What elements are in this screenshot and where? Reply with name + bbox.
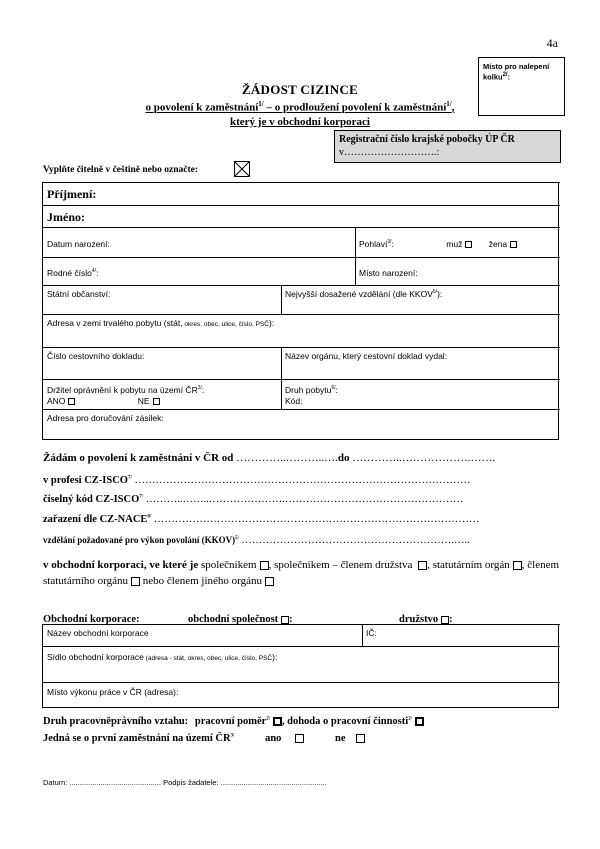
first-job-no-checkbox[interactable] [356,734,365,743]
ico-field[interactable]: IČ: [366,628,377,638]
coop-option: družstvo : [399,614,453,625]
permit-yes-checkbox[interactable] [68,398,75,405]
required-education-input[interactable]: …………………………………………………….….. [241,535,470,546]
applicant-form [42,182,559,440]
surname-row [43,182,560,205]
first-job-line: Jedná se o první zaměstnání na území $ČR^{3/}$ ano ne [43,733,365,744]
birth-row [43,227,560,257]
registration-value: v……………………….: [339,147,440,158]
birth-place-field[interactable]: Místo narození: [359,268,418,278]
profession-line: v profesi $CZ-ISCO^{7/}$ …………………………………………………………………………………… [43,475,471,486]
name-row [43,205,560,227]
passport-issuer-field[interactable]: Název orgánu, který cestovní doklad vydal: [285,351,448,361]
corporation-heading-row: Obchodní korporace: obchodní společnost : družstvo : [43,614,453,625]
corp-name-field[interactable]: Název obchodní korporace [47,628,149,638]
citizenship-field[interactable]: Státní občanství: [47,289,111,299]
female-checkbox[interactable] [510,241,517,248]
registration-box [334,130,561,163]
registration-label: Registrační číslo krajské pobočky ÚP ČR [339,134,515,145]
required-education-line: vzdělání požadované pro výkon povolání (KKOV)$^{5/}$ …………………………………………………….….. [43,535,470,546]
name-field[interactable]: Jméno: [47,210,85,224]
male-checkbox[interactable] [465,241,472,248]
stamp-label: Místo pro nalepení kolku [483,62,550,82]
permit-row [43,379,560,409]
profession-input[interactable]: …………………………………………………………………………………… [134,475,471,486]
corp-name-row [43,624,560,646]
statutory-body-checkbox[interactable] [513,561,522,570]
corporation-form [42,624,559,708]
birth-number-row [43,257,560,285]
sex-field[interactable]: Pohlaví$^{3/}$: muž žena [355,228,560,252]
address-row [43,314,560,347]
workplace-field[interactable]: Místo výkonu práce v ČR (adresa): [47,687,179,697]
delivery-address-field[interactable]: Adresa pro doručování zásilek: [47,413,164,423]
permit-holder-field[interactable]: Držitel oprávnění k pobytu na území $ČR^{3/}$: ANO NE [47,384,205,406]
first-job-yes-checkbox[interactable] [295,734,304,743]
citizenship-row [43,285,560,314]
passport-number-field[interactable]: Číslo cestovního dokladu: [47,351,145,361]
birth-date-field[interactable]: Datum narození: [47,239,110,249]
company-option: obchodní společnost : [188,614,293,625]
page-number: 4a [546,36,558,50]
agreement-checkbox[interactable] [415,717,424,726]
home-address-field[interactable]: Adresa v zemi trvalého pobytu (stát, okres, obec, ulice, číslo, PSČ): [47,318,275,328]
document-title: ŽÁDOST CIZINCE [241,82,359,97]
from-date-input[interactable]: …………..………..…. [236,452,338,464]
fill-instruction: Vyplňte čitelně v češtině nebo označte: [43,165,199,175]
request-from-line: Žádám o povolení k zaměstnání v ČR od …………..………..….do …………..……………….……. [43,452,496,464]
delivery-row [43,409,560,440]
to-date-input[interactable]: …………..……………….……. [352,452,496,464]
coop-checkbox[interactable] [441,616,449,624]
education-field[interactable]: Nejvyšší dosažené vzdělání (dle $KKOV^{5/}$): [285,289,443,299]
passport-row [43,347,560,379]
isco-code-input[interactable]: ………..……..………………….…………………………………………… [145,494,464,505]
workplace-row [43,682,560,708]
crossed-checkbox-icon [234,161,250,177]
company-checkbox[interactable] [281,616,289,624]
employment-checkbox[interactable] [273,717,282,726]
document-subtitle: o povolení k zaměstnání$^{1/}$ – o prodloužení povolení k zaměstnání$^{1/}$, který je v obchodní korporaci [145,100,455,128]
permit-no-checkbox[interactable] [153,398,160,405]
nace-line: zařazení dle $CZ-NACE^{8/}$ ………………………………………………………………………………… [43,514,480,525]
corp-seat-field[interactable]: Sídlo obchodní korporace (adresa - stát, okres, obec, ulice, číslo, PSČ): [47,652,278,662]
signature-line: Datum: ............................................ Podpis žadatele: ................................................... [43,778,327,787]
partner-checkbox[interactable] [260,561,269,570]
corp-seat-row [43,646,560,682]
isco-code-line: číselný kód $CZ-ISCO^{7/}$ ………..……..………………….…………………………………………… [43,494,464,505]
relation-type-line: Druh pracovněprávního vztahu: pracovní poměr$^{2/}$ , dohoda o pracovní činnosti$^{2/}$ [43,716,424,727]
statutory-member-checkbox[interactable] [131,577,140,586]
stamp-box: Místo pro nalepení kolku$^{2/}$: [478,57,565,116]
coop-member-checkbox[interactable] [418,561,427,570]
other-body-checkbox[interactable] [265,577,274,586]
date-input[interactable]: ............................................ [69,778,161,787]
signature-input[interactable]: ................................................... [220,778,327,787]
stay-type-field[interactable]: Druh pobytu$^{6/}$: Kód: [285,384,338,406]
surname-field[interactable]: Příjmení: [47,187,97,201]
corporation-role-paragraph: v obchodní korporaci, ve které je společníkem , společníkem – členem družstva , statutárním orgán , členem statutárního orgánu nebo členem jiného orgánu [43,559,560,587]
nace-input[interactable]: ………………………………………………………………………………… [153,514,480,525]
birth-number-field[interactable]: Rodné číslo$^{4/}$: [47,268,99,278]
